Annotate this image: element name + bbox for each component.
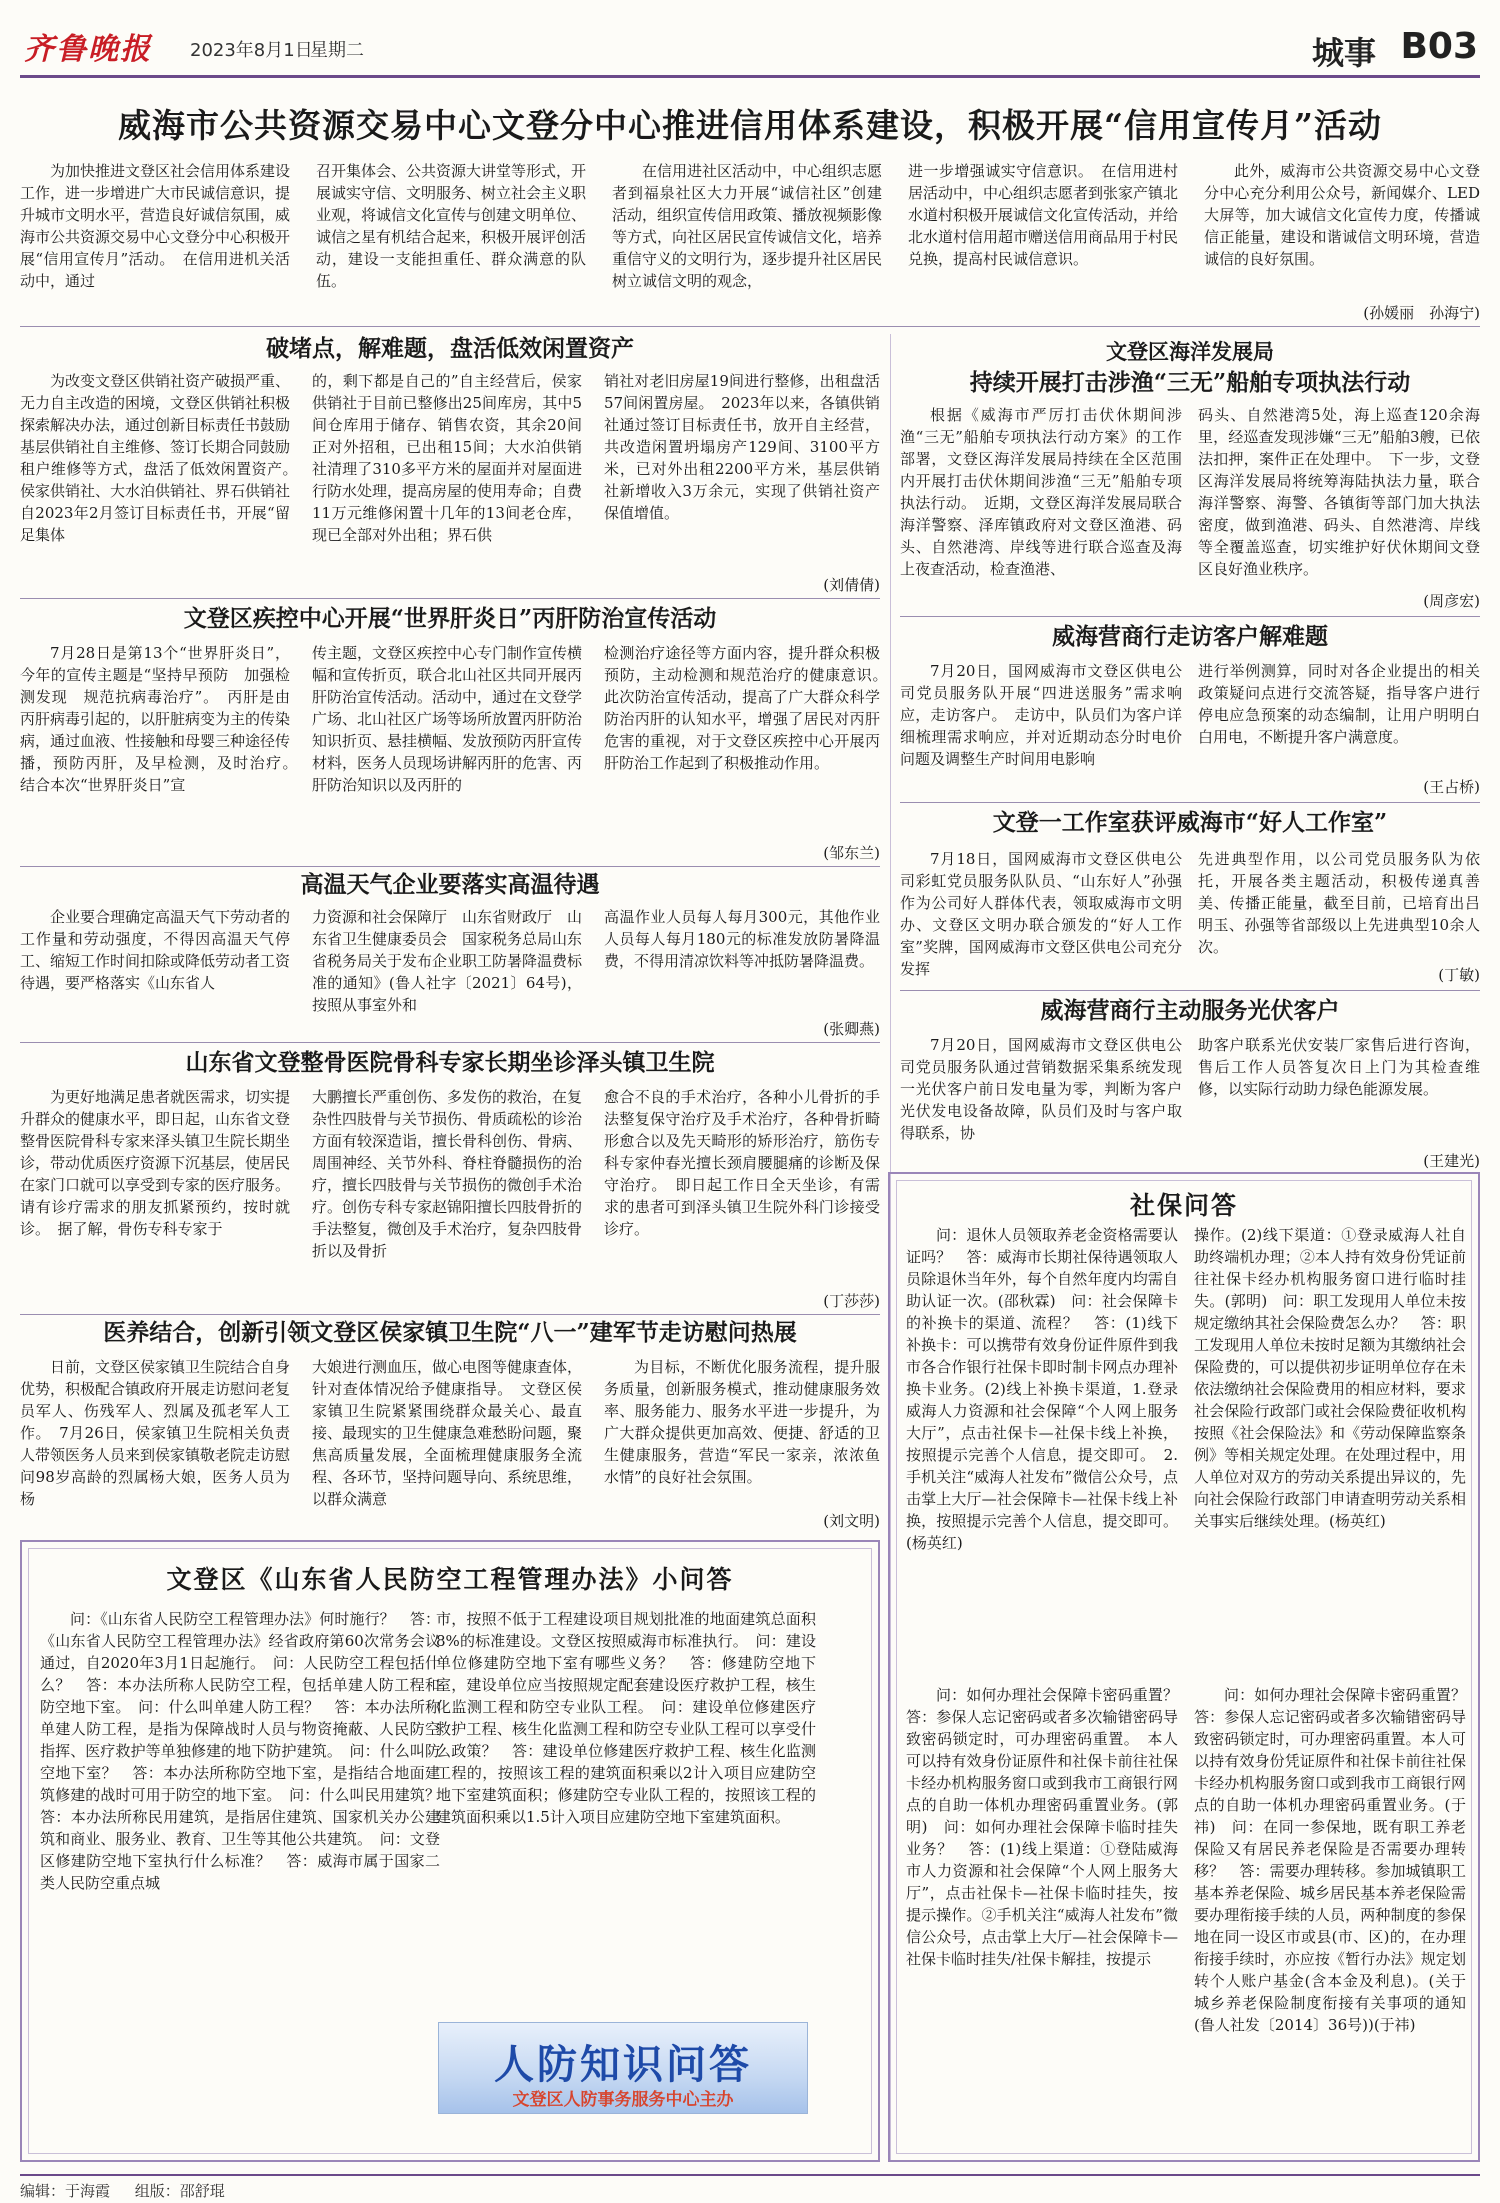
divider (20, 326, 1480, 327)
hepatitis-col-1: 7月28日是第13个“世界肝炎日”，今年的宣传主题是“坚持早预防 加强检测发现 规范抗病毒治疗”。 丙肝是由丙肝病毒引起的，以肝脏病变为主的传染病，通过血液、性接触和母婴三种途径传播，预防丙肝，及早检测，及时治疗。 结合本次“世界肝炎日”宣 (20, 644, 290, 794)
bayi-byline: (刘文明) (823, 1512, 880, 1530)
shebao-qa-title: 社保问答 (1129, 1191, 1238, 1220)
visit-byline: (王占桥) (1423, 778, 1480, 796)
solar-col-2: 助客户联系光伏安装厂家售后进行咨询，售后工作人员答复次日上门为其检查维修，以实际行动助力绿色能源发展。 (1198, 1036, 1480, 1098)
heat-col-2: 力资源和社会保障厅 山东省财政厅 山东省卫生健康委员会 国家税务总局山东省税务局关于发布企业职工防暑降温费标准的通知》(鲁人社字〔2021〕64号)，按照从事室外和 (312, 908, 582, 1014)
article-title-assets: 破堵点，解难题，盘活低效闲置资产 (266, 335, 634, 362)
ocean-byline: (周彦宏) (1423, 592, 1480, 610)
article-title-ocean: 持续开展打击涉渔“三无”船舶专项执法行动 (969, 369, 1411, 396)
heat-col-3: 高温作业人员每人每月300元，其他作业人员每人每月180元的标准发放防暑降温费，不得用清凉饮料等冲抵防暑降温费。 (604, 908, 880, 970)
orthopedic-col-3: 愈合不良的手术治疗，各种小儿骨折的手法整复保守治疗及手术治疗，各种骨折畸形愈合以及先天畸形的矫形治疗，筋伤专科专家仲春光擅长颈肩腰腿痛的诊断及保守治疗。 即日起工作日全天坐诊，有需求的患者可到泽头镇卫生院外科门诊接受诊疗。 (604, 1088, 880, 1238)
page-footer (20, 2174, 1480, 2201)
assets-col-3: 销社对老旧房屋19间进行整修，出租盘活57间闲置房屋。 2023年以来，各镇供销社通过签订目标责任书，放开自主经营，共改造闲置坍塌房产129间、3100平方米，已对外出租2200平方米，基层供销社新增收入3万余元，实现了供销社资产保值增值。 (604, 372, 880, 522)
shebao-col-2: 问：如何办理社会保障卡密码重置？ 答：参保人忘记密码或者多次输错密码导致密码锁定时，可办理密码重置。 本人可以持有效身份证原件和社保卡前往社保卡经办机构服务窗口或到我市工商银行网点的自助一体机办理密码重置业务。(郭明) 问：如何办理社会保障卡临时挂失业务？ 答：(1)线上渠道：①登陆威海市人力资源和社会保障“个人网上服务大厅”，点击社保卡—社保卡临时挂失，按提示操作。②手机关注“威海人社发布”微信公众号，点击掌上大厅—社会保障卡—社保卡临时挂失/社保卡解挂，按提示 (906, 1686, 1178, 1968)
solar-byline: (王建光) (1423, 1152, 1480, 1170)
hepatitis-col-2: 传主题，文登区疾控中心专门制作宣传横幅和宣传折页，联合北山社区共同开展丙肝防治宣传活动。活动中，通过在文登学广场、北山社区广场等场所放置丙肝防治知识折页、悬挂横幅、发放预防丙肝宣传材料，医务人员现场讲解丙肝的危害、丙肝防治知识以及丙肝的 (312, 644, 582, 794)
article-title-orthopedic: 山东省文登整骨医院骨科专家长期坐诊泽头镇卫生院 (185, 1049, 715, 1076)
divider (20, 598, 880, 599)
lead-col-5: 此外，威海市公共资源交易中心文登分中心充分利用公众号，新闻媒介、LED大屏等，加大诚信文化宣传力度，传播诚信正能量，建设和谐诚信文明环境，营造诚信的良好氛围。 (1204, 162, 1480, 268)
studio-col-1: 7月18日，国网威海市文登区供电公司彩虹党员服务队队员、“山东好人”孙强作为公司好人群体代表，领取威海市文明办、文登区文明办联合颁发的“好人工作室”奖牌，国网威海市文登区供电公司充分发挥 (900, 850, 1182, 978)
assets-col-2: 的，剩下都是自己的”自主经营后，侯家供销社于目前已整修出25间库房，其中5间仓库用于储存、销售农资，其余20间正对外招租，已出租15间；大水泊供销社清理了310多平方米的屋面并对屋面进行防水处理，提高房屋的使用寿命；自费11万元维修闲置十几年的13间老仓库，现已全部对外出租；界石供 (312, 372, 582, 544)
heat-byline: (张卿燕) (823, 1020, 880, 1038)
visit-col-2: 进行举例测算，同时对各企业提出的相关政策疑问点进行交流答疑，指导客户进行停电应急预案的动态编制，让用户明明白白用电，不断提升客户满意度。 (1198, 662, 1480, 746)
renfang-banner (438, 2022, 808, 2114)
article-title-studio: 文登一工作室获评威海市“好人工作室” (992, 809, 1388, 836)
lead-col-4: 进一步增强诚实守信意识。 在信用进村居活动中，中心组织志愿者到张家产镇北水道村积极开展诚信文化宣传活动，并给北水道村信用超市赠送信用商品用于村民兑换，提高村民诚信意识。 (908, 162, 1178, 268)
divider (20, 1314, 880, 1315)
article-title-visit: 威海营商行走访客户解难题 (1052, 623, 1328, 650)
lead-col-3: 在信用进社区活动中，中心组织志愿者到福泉社区大力开展“诚信社区”创建活动，组织宣传信用政策、播放视频影像等方式，向社区居民宣传诚信文化，培养重信守义的文明行为，逐步提升社区居民树立诚信文明的观念， (612, 162, 882, 290)
issue-date: 2023年8月1日 (190, 40, 313, 61)
ocean-col-2: 码头、自然港湾5处，海上巡查120余海里，经巡查发现涉嫌“三无”船舶3艘，已依法扣押，案件正在处理中。 下一步，文登区海洋发展局将统筹海陆执法力量，联合海洋警察、海警、各镇街等部门加大执法密度，做到渔港、码头、自然港湾、岸线等全覆盖巡查，切实维护好伏休期间文登区良好渔业秩序。 (1198, 406, 1480, 578)
divider (900, 616, 1480, 617)
article-title-hepatitis: 文登区疾控中心开展“世界肝炎日”丙肝防治宣传活动 (183, 605, 717, 632)
divider (900, 802, 1480, 803)
bayi-col-3: 为目标，不断优化服务流程，提升服务质量，创新服务模式，推动健康服务效率、服务能力、服务水平进一步提升，为广大群众提供更加高效、便捷、舒适的卫生健康服务，营造“军民一家亲，浓浓鱼水情”的良好社会氛围。 (604, 1358, 880, 1486)
renfang-col-2: 市，按照不低于工程建设项目规划批准的地面建筑总面积8%的标准建设。文登区按照威海市标准执行。 问：建设单位修建防空地下室有哪些义务？ 答：修建防空地下室，建设单位应当按照规定配套建设医疗救护工程，核生化监测工程和防空专业队工程。 问：建设单位修建医疗救护工程、核生化监测工程和防空专业队工程可以享受什么政策？ 答：建设单位修建医疗救护工程、核生化监测工程的，按照该工程的建筑面积乘以2计入项目应建防空地下室建筑面积；修建防空专业队工程的，按照该工程的建筑面积乘以1.5计入项目应建防空地下室建筑面积。 (436, 1610, 816, 1826)
newspaper-logo: 齐鲁晚报 (24, 32, 152, 67)
banner-organizer: 文登区人防事务服务中心主办 (512, 2090, 734, 2110)
masthead (20, 20, 1480, 78)
divider (20, 866, 880, 867)
orthopedic-col-2: 大鹏擅长严重创伤、多发伤的救治，在复杂性四肢骨与关节损伤、骨质疏松的诊治方面有较深造诣，擅长骨科创伤、骨病、周围神经、关节外科、脊柱脊髓损伤的治疗，擅长四肢骨与关节损伤的微创手术治疗。创伤专科专家赵锦阳擅长四肢骨折的手法整复，微创及手术治疗，复杂四肢骨折以及骨折 (312, 1088, 582, 1260)
lead-col-1: 为加快推进文登区社会信用体系建设工作，进一步增进广大市民诚信意识，提升城市文明水平，营造良好诚信氛围，威海市公共资源交易中心文登分中心积极开展“信用宣传月”活动。 在信用进机关活动中，通过 (20, 162, 290, 290)
article-title-heat: 高温天气企业要落实高温待遇 (300, 871, 600, 898)
divider (900, 990, 1480, 991)
editor-credit: 编辑：于海霞 (20, 2182, 111, 2200)
designer-credit: 组版：邵舒琨 (134, 2182, 225, 2200)
renfang-qa-title: 文登区《山东省人民防空工程管理办法》小问答 (166, 1565, 734, 1594)
bayi-col-2: 大娘进行测血压，做心电图等健康查体，针对查体情况给予健康指导。 文登区侯家镇卫生院紧紧围绕群众最关心、最直接、最现实的卫生健康急难愁盼问题，聚焦高质量发展，全面梳理健康服务全流程、各环节，坚持问题导向、系统思维，以群众满意 (312, 1358, 582, 1508)
assets-byline: (刘倩倩) (823, 576, 880, 594)
issue-weekday: 星期二 (310, 40, 364, 61)
shebao-col-4: 问：如何办理社会保障卡密码重置？ 答：参保人忘记密码或者多次输错密码导致密码锁定时，可办理密码重置。本人可以持有效身份凭证原件和社保卡前往社保卡经办机构服务窗口或到我市工商银行网点的自助一体机办理密码重置业务。(于祎) 问：在同一参保地，既有职工养老保险又有居民养老保险是否需要办理转移？ 答：需要办理转移。参加城镇职工基本养老保险、城乡居民基本养老保险需要办理衔接手续的人员，两种制度的参保地在同一设区市或县(市、区)的，在办理衔接手续时，亦应按《暂行办法》规定划转个人账户基金(含本金及利息)。(关于城乡养老保险制度衔接有关事项的通知(鲁人社发〔2014〕36号))(于祎) (1194, 1686, 1466, 2034)
banner-title: 人防知识问答 (494, 2041, 752, 2088)
article-title-solar: 威海营商行主动服务光伏客户 (1040, 997, 1340, 1024)
studio-col-2: 先进典型作用，以公司党员服务队为依托，开展各类主题活动，积极传递真善美、传播正能量，截至目前，已培育出吕明玉、孙强等省部级以上先进典型10余人次。 (1198, 850, 1480, 956)
heat-col-1: 企业要合理确定高温天气下劳动者的工作量和劳动强度，不得因高温天气停工、缩短工作时间扣除或降低劳动者工资待遇，要严格落实《山东省人 (20, 908, 290, 992)
assets-col-1: 为改变文登区供销社资产破损严重、无力自主改造的困境，文登区供销社积极探索解决办法，通过创新目标责任书鼓励基层供销社自主维修、签订长期合同鼓励租户维修等方式，盘活了低效闲置资产。 侯家供销社、大水泊供销社、界石供销社自2023年2月签订目标责任书，开展“留足集体 (20, 372, 290, 544)
page-number: B03 (1400, 26, 1478, 67)
studio-byline: (丁敏) (1438, 966, 1480, 984)
article-title-bayi: 医养结合，创新引领文登区侯家镇卫生院“八一”建军节走访慰问热展 (103, 1319, 797, 1346)
lead-byline: (孙媛丽 孙海宁) (1363, 304, 1480, 322)
ocean-col-1: 根据《威海市严厉打击伏休期间涉渔“三无”船舶专项执法行动方案》的工作部署，文登区海洋发展局持续在全区范围内开展打击伏休期间涉渔“三无”船舶专项执法行动。 近期，文登区海洋发展局联合海洋警察、泽库镇政府对文登区渔港、码头、自然港湾、岸线等进行联合巡查及海上夜查活动，检查渔港、 (900, 406, 1182, 578)
section-name: 城事 (1311, 34, 1376, 72)
solar-col-1: 7月20日，国网威海市文登区供电公司党员服务队通过营销数据采集系统发现一光伏客户前日发电量为零，判断为客户光伏发电设备故障，队员们及时与客户取得联系，协 (900, 1036, 1182, 1142)
orthopedic-byline: (丁莎莎) (823, 1292, 880, 1310)
lead-col-2: 召开集体会、公共资源大讲堂等形式，开展诚实守信、文明服务、树立社会主义职业观，将诚信文化宣传与创建文明单位、诚信之星有机结合起来，积极开展评创活动，建设一支能担重任、群众满意的队伍。 (316, 162, 586, 290)
hepatitis-col-3: 检测治疗途径等方面内容，提升群众积极预防，主动检测和规范治疗的健康意识。 此次防治宣传活动，提高了广大群众科学防治丙肝的认知水平，增强了居民对丙肝危害的重视，对于文登区疾控中心开展丙肝防治工作起到了积极推动作用。 (604, 644, 880, 772)
main-headline: 威海市公共资源交易中心文登分中心推进信用体系建设，积极开展“信用宣传月”活动 (118, 106, 1382, 145)
orthopedic-col-1: 为更好地满足患者就医需求，切实提升群众的健康水平，即日起，山东省文登整骨医院骨科专家来泽头镇卫生院长期坐诊，带动优质医疗资源下沉基层，使居民在家门口就可以享受到专家的医疗服务。请有诊疗需求的朋友抓紧预约，按时就诊。 据了解，骨伤专科专家于 (20, 1088, 290, 1238)
shebao-col-3: 操作。(2)线下渠道：①登录威海人社自助终端机办理；②本人持有效身份凭证前往社保卡经办机构服务窗口进行临时挂失。(郭明) 问：职工发现用人单位未按规定缴纳其社会保险费怎么办？ 答：职工发现用人单位未按时足额为其缴纳社会保险费的，可以提供初步证明单位存在未依法缴纳社会保险费用的相应材料，要求社会保险行政部门或社会保险费征收机构按照《社会保险法》和《劳动保障监察条例》等相关规定处理。在处理过程中，用人单位对双方的劳动关系提出异议的，先向社会保险行政部门申请查明劳动关系相关事实后继续处理。(杨英红) (1194, 1226, 1466, 1530)
hepatitis-byline: (邹东兰) (823, 844, 880, 862)
shebao-col-1: 问：退休人员领取养老金资格需要认证吗？ 答：威海市长期社保待遇领取人员除退休当年外，每个自然年度内均需自助认证一次。(邵秋霖) 问：社会保障卡的补换卡的渠道、流程？ 答：(1)线下补换卡：可以携带有效身份证件原件到我市各合作银行社保卡即时制卡网点办理补换卡业务。(2)线上补换卡渠道，1.登录威海人力资源和社会保障“个人网上服务大厅”，点击社保卡—社保卡线上补换，按照提示完善个人信息，提交即可。 2.手机关注“威海人社发布”微信公众号，点击掌上大厅—社会保障卡—社保卡线上补换，按照提示完善个人信息，提交即可。(杨英红) (906, 1226, 1178, 1552)
divider (20, 1042, 880, 1043)
visit-col-1: 7月20日，国网威海市文登区供电公司党员服务队开展“四进送服务”需求响应，走访客户。 走访中，队员们为客户详细梳理需求响应，并对近期动态分时电价问题及调整生产时间用电影响 (900, 662, 1182, 768)
renfang-col-1: 问：《山东省人民防空工程管理办法》何时施行？ 答：《山东省人民防空工程管理办法》经省政府第60次常务会议通过，自2020年3月1日起施行。 问：人民防空工程包括什么？ 答：本办法所称人民防空工程，包括单建人防工程和防空地下室。 问：什么叫单建人防工程？ 答：本办法所称单建人防工程，是指为保障战时人员与物资掩蔽、人民防空指挥、医疗救护等单独修建的地下防护建筑。 问：什么叫防空地下室？ 答：本办法所称防空地下室，是指结合地面建筑修建的战时可用于防空的地下室。 问：什么叫民用建筑？ 答：本办法所称民用建筑，是指居住建筑、国家机关办公建筑和商业、服务业、教育、卫生等其他公共建筑。 问：文登区修建防空地下室执行什么标准？ 答：威海市属于国家二类人民防空重点城 (40, 1610, 440, 1892)
article-kicker-ocean: 文登区海洋发展局 (1106, 339, 1274, 364)
bayi-col-1: 日前，文登区侯家镇卫生院结合自身优势，积极配合镇政府开展走访慰问老复员军人、伤残军人、烈属及孤老军人工作。 7月26日，侯家镇卫生院相关负责人带领医务人员来到侯家镇敬老院走访慰问98岁高龄的烈属杨大娘，医务人员为杨 (20, 1358, 290, 1508)
